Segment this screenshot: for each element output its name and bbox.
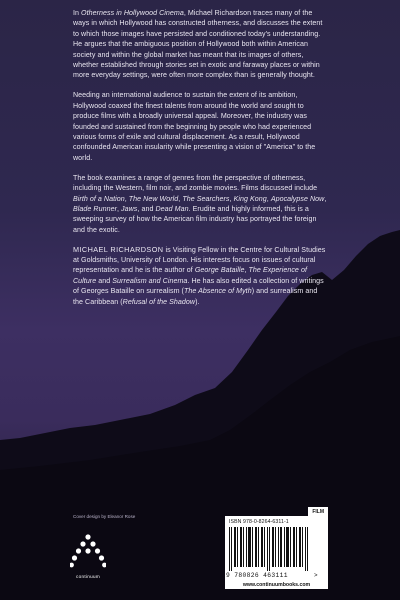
film-title: Dead Man bbox=[155, 204, 189, 213]
film-title: The New World bbox=[128, 194, 179, 203]
bio-text: ) and surrealism and the Caribbean ( bbox=[73, 287, 318, 306]
paragraph-intro bbox=[73, 8, 328, 81]
film-title: The Searchers bbox=[182, 194, 230, 203]
author-bio bbox=[73, 245, 328, 307]
subject-label: FILM bbox=[308, 507, 328, 516]
blurb bbox=[73, 8, 328, 317]
book-title: Otherness in Hollywood Cinema bbox=[81, 9, 184, 17]
book-title: The Absence of Myth bbox=[183, 287, 252, 296]
book-title: Refusal of the Shadow bbox=[122, 297, 196, 306]
barcode-panel bbox=[225, 508, 328, 589]
bio-text: ). bbox=[195, 297, 200, 306]
genres-tail: . Erudite and highly informed, this is a sweeping survey of how the American film industry has portrayed the foreign and the exotic. bbox=[73, 204, 317, 234]
cover-credit: Cover design by Eleanor Rose bbox=[73, 514, 136, 519]
bio-text: and bbox=[96, 276, 113, 285]
book-title: George Bataille bbox=[194, 266, 245, 275]
barcode-addon bbox=[311, 527, 324, 579]
film-title: Apocalypse Now bbox=[270, 194, 325, 203]
genres-lead: The book examines a range of genres from the perspective of otherness, including the Western, film noir, and zombie movies. Films discussed include bbox=[73, 173, 318, 193]
continuum-a-logo-icon bbox=[70, 533, 106, 573]
film-separator: , bbox=[178, 194, 183, 203]
paragraph-genres bbox=[73, 173, 328, 235]
film-title: Birth of a Nation bbox=[73, 194, 125, 203]
isbn-number: ISBN 978-0-8264-6311-1 bbox=[229, 519, 289, 525]
addon-arrow: > bbox=[314, 573, 318, 579]
barcode-digits: 9 780826 463111 bbox=[226, 572, 288, 579]
book-title: Surrealism and Cinema bbox=[112, 276, 188, 285]
film-separator: , bbox=[116, 204, 122, 213]
bio-text: is Visiting Fellow in the Centre for Cultural Studies at Goldsmiths, University of London. His interests focus on issues of cultural representation and he is the author of bbox=[73, 245, 326, 275]
intro-text: , Michael Richardson traces many of the ways in which Hollywood has constructed otherness, and discusses the extent to which those images have persisted and conditioned today's understanding. He argues that the ambiguous position of Hollywood both within American society and within the global market has meant that its images of others, whether established through stories set in exotic and faraway places or within more everyday settings, were often more complex than is generally thought. bbox=[73, 9, 323, 80]
bio-text: , bbox=[244, 266, 249, 275]
intro-lead: In bbox=[73, 9, 82, 17]
film-separator: , bbox=[124, 194, 129, 203]
film-separator: , and bbox=[137, 204, 156, 213]
publisher-name: continuum bbox=[76, 574, 100, 579]
film-title: Jaws bbox=[121, 204, 138, 213]
film-title: Blade Runner bbox=[73, 204, 117, 213]
film-separator: , bbox=[324, 194, 327, 203]
paragraph-audience: Needing an international audience to sustain the extent of its ambition, Hollywood coaxed the finest talents from around the world and sought to produce films with a broadly universal appeal. Moreover, the industry was founded and sustained from the beginning by people who had experienced various forms of exile and cultural displacement. As a result, Hollywood confounded American insularity while presenting a vision of "America" to the world. bbox=[73, 91, 316, 162]
film-separator: , bbox=[229, 194, 234, 203]
bio-text: . He has also edited a collection of writings of Georges Bataille on surrealism ( bbox=[73, 276, 324, 296]
publisher-website: www.continuumbooks.com bbox=[242, 582, 311, 588]
film-separator: , bbox=[266, 194, 271, 203]
book-title: The Experience of Culture bbox=[73, 266, 307, 285]
film-title: King Kong bbox=[233, 194, 267, 203]
author-name: MICHAEL RICHARDSON bbox=[73, 244, 164, 254]
barcode-icon bbox=[229, 527, 309, 571]
